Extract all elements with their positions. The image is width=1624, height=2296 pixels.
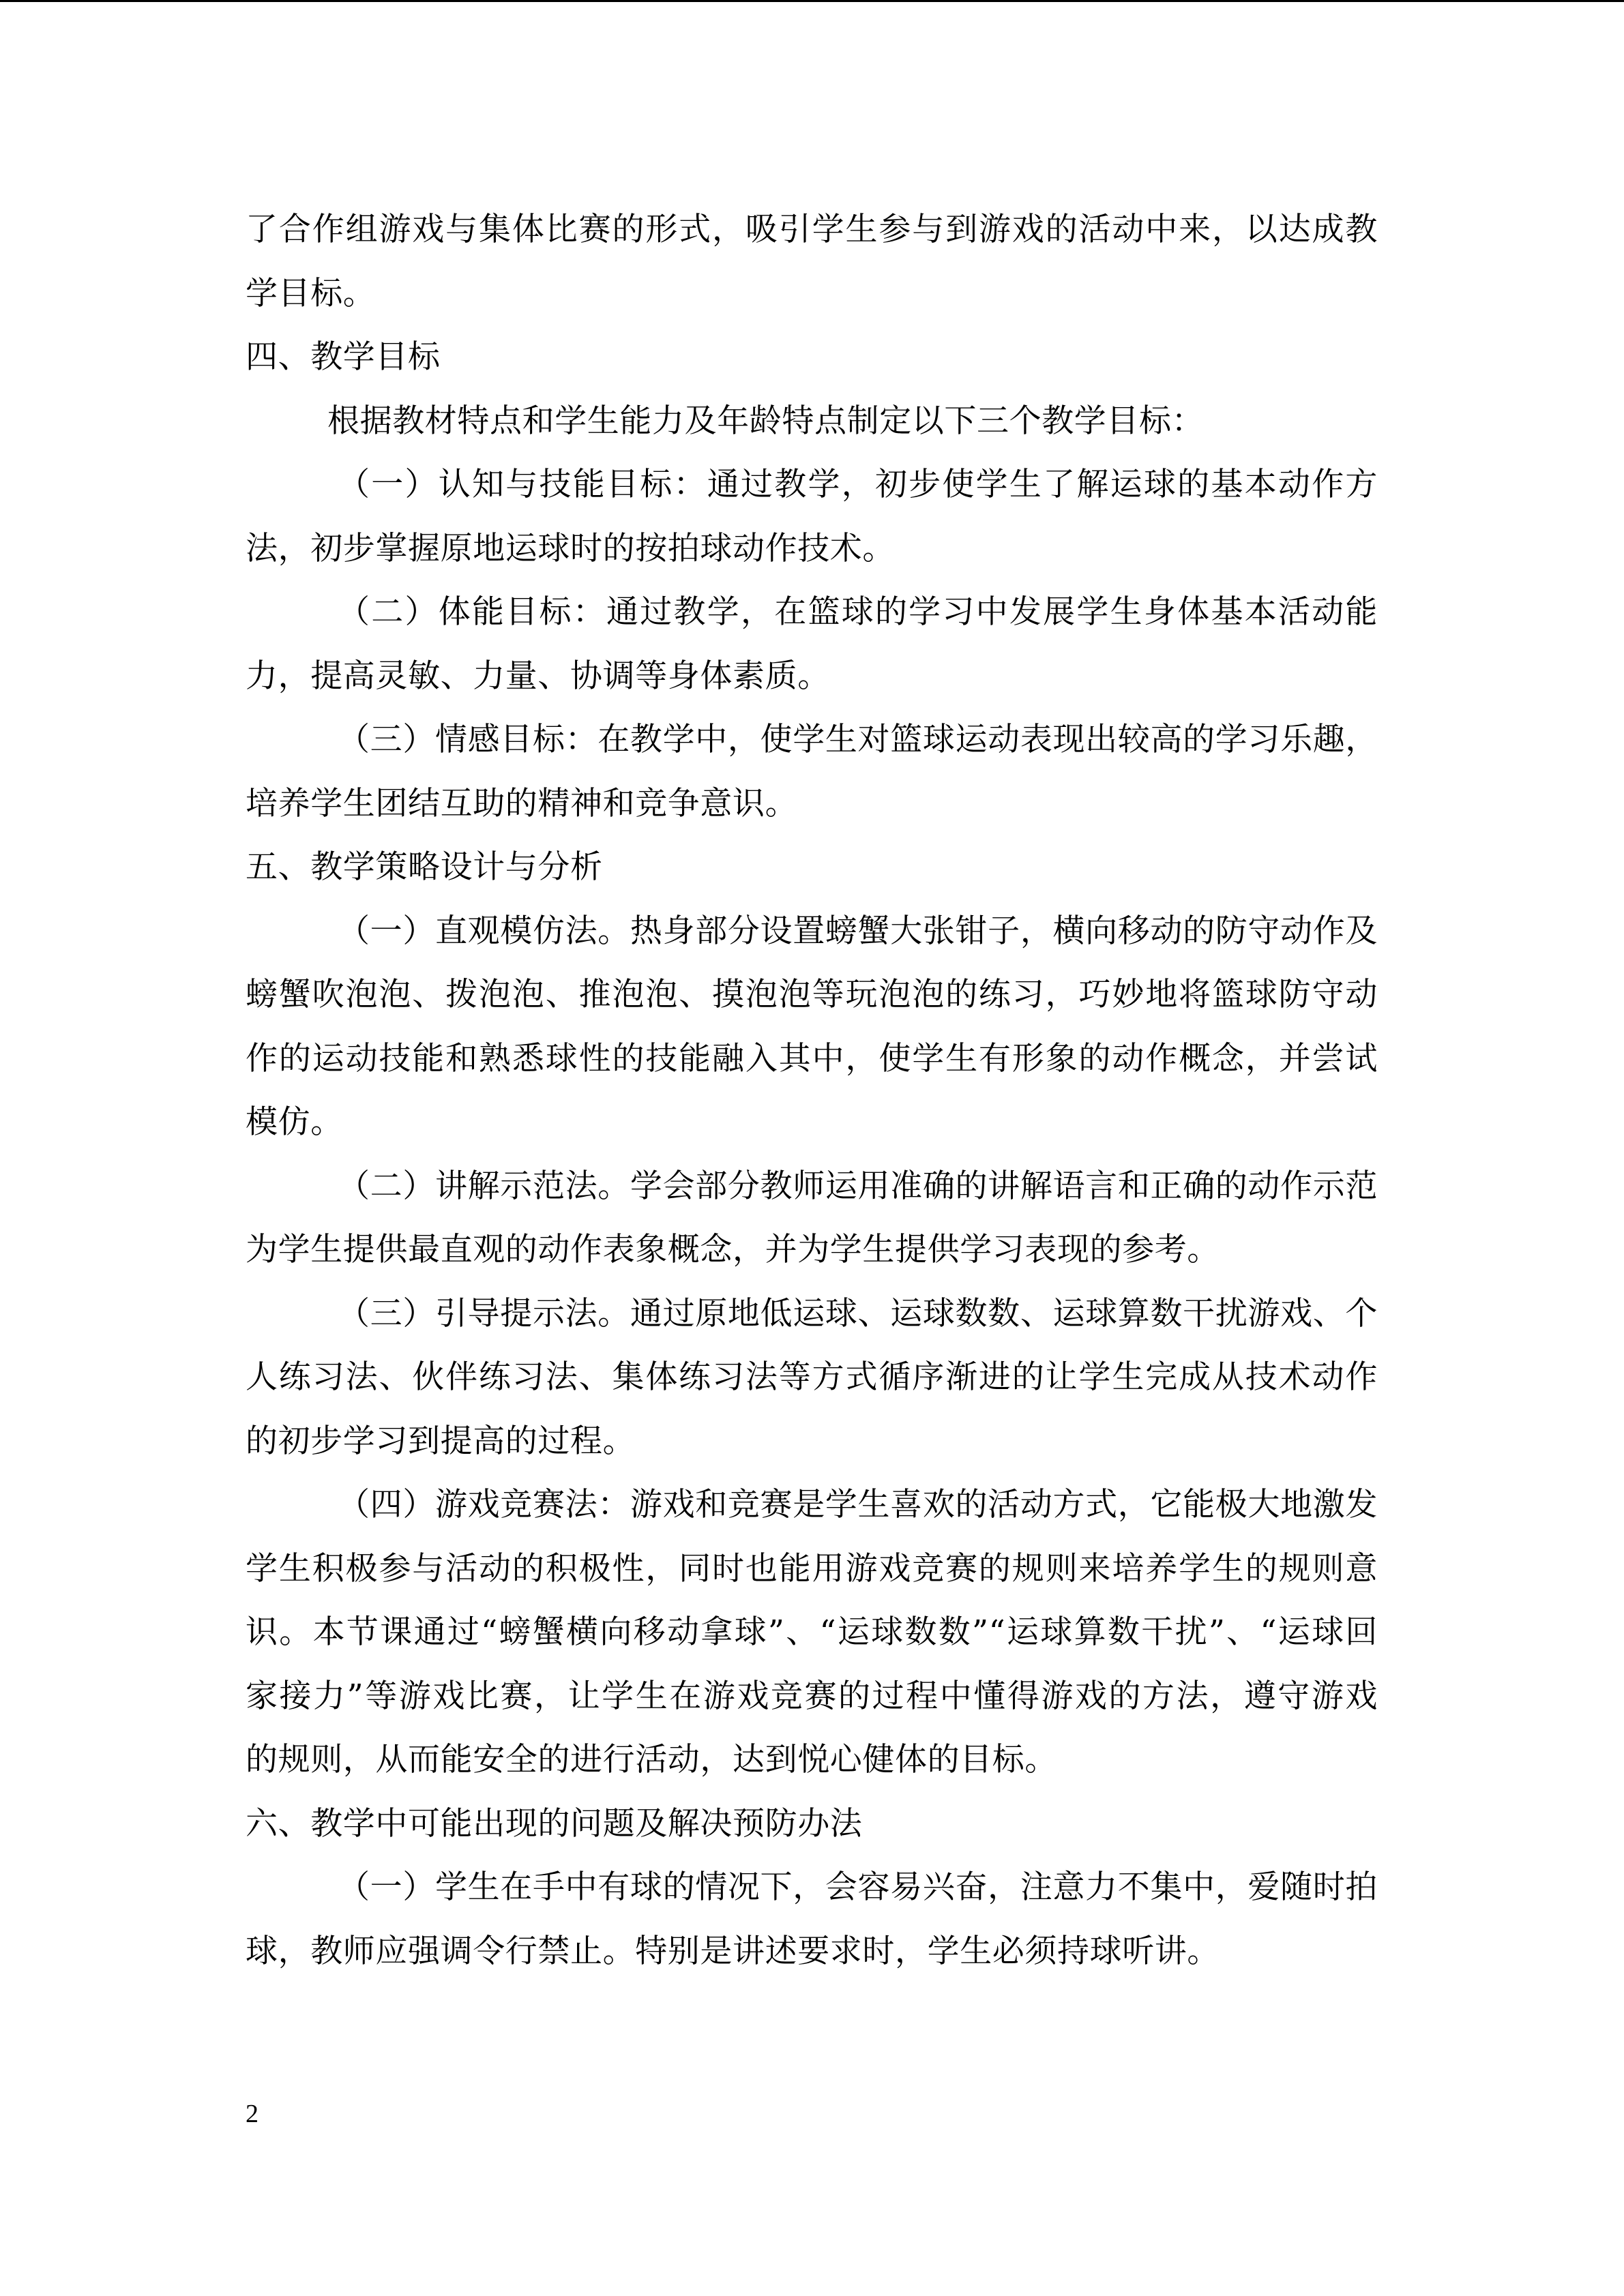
text-line: 家接力”等游戏比赛，让学生在游戏竞赛的过程中懂得游戏的方法，遵守游戏 — [246, 1677, 1378, 1715]
text-line: 了合作组游戏与集体比赛的形式，吸引学生参与到游戏的活动中来，以达成教 — [246, 211, 1378, 248]
text-line: 的初步学习到提高的过程。 — [246, 1422, 636, 1460]
text-line: （一）学生在手中有球的情况下，会容易兴奋，注意力不集中，爱随时拍 — [338, 1868, 1378, 1906]
text-line: 培养学生团结互助的精神和竞争意识。 — [246, 784, 798, 822]
text-line: （三）引导提示法。通过原地低运球、运球数数、运球算数干扰游戏、个 — [338, 1294, 1378, 1332]
text-line: 根据教材特点和学生能力及年龄特点制定以下三个教学目标： — [327, 402, 1205, 440]
text-line: （二）体能目标：通过教学，在篮球的学习中发展学生身体基本活动能 — [338, 593, 1378, 631]
text-line: 螃蟹吹泡泡、拨泡泡、推泡泡、摸泡泡等玩泡泡的练习，巧妙地将篮球防守动 — [246, 976, 1378, 1013]
text-line: （二）讲解示范法。学会部分教师运用准确的讲解语言和正确的动作示范 — [338, 1167, 1378, 1205]
text-line: 学目标。 — [246, 274, 376, 312]
text-line: 六、教学中可能出现的问题及解决预防办法 — [246, 1804, 863, 1843]
document-body — [246, 198, 1378, 1983]
text-line: 模仿。 — [246, 1103, 343, 1141]
page-number: 2 — [246, 2100, 259, 2128]
text-line: 学生积极参与活动的积极性，同时也能用游戏竞赛的规则来培养学生的规则意 — [246, 1549, 1378, 1587]
text-line: 人练习法、伙伴练习法、集体练习法等方式循序渐进的让学生完成从技术动作 — [246, 1358, 1378, 1396]
text-line: 球，教师应强调令行禁止。特别是讲述要求时，学生必须持球听讲。 — [246, 1932, 1220, 1970]
text-line: 力，提高灵敏、力量、协调等身体素质。 — [246, 657, 830, 695]
text-line: 识。本节课通过“螃蟹横向移动拿球”、“运球数数”“运球算数干扰”、“运球回 — [246, 1613, 1378, 1651]
text-line: （四）游戏竞赛法：游戏和竞赛是学生喜欢的活动方式，它能极大地激发 — [338, 1486, 1378, 1523]
text-line: 法，初步掌握原地运球时的按拍球动作技术。 — [246, 529, 895, 567]
text-line: 的规则，从而能安全的进行活动，达到悦心健体的目标。 — [246, 1741, 1057, 1778]
text-line: 作的运动技能和熟悉球性的技能融入其中，使学生有形象的动作概念，并尝试 — [246, 1039, 1378, 1077]
text-line: （一）直观模仿法。热身部分设置螃蟹大张钳子，横向移动的防守动作及 — [338, 912, 1378, 950]
top-border-line — [0, 0, 1624, 2]
text-line: 四、教学目标 — [246, 338, 441, 376]
text-line: 为学生提供最直观的动作表象概念，并为学生提供学习表现的参考。 — [246, 1231, 1220, 1268]
text-line: （三）情感目标：在教学中，使学生对篮球运动表现出较高的学习乐趣， — [338, 721, 1378, 758]
text-line: 五、教学策略设计与分析 — [246, 848, 603, 886]
text-line: （一）认知与技能目标：通过教学，初步使学生了解运球的基本动作方 — [338, 466, 1378, 503]
